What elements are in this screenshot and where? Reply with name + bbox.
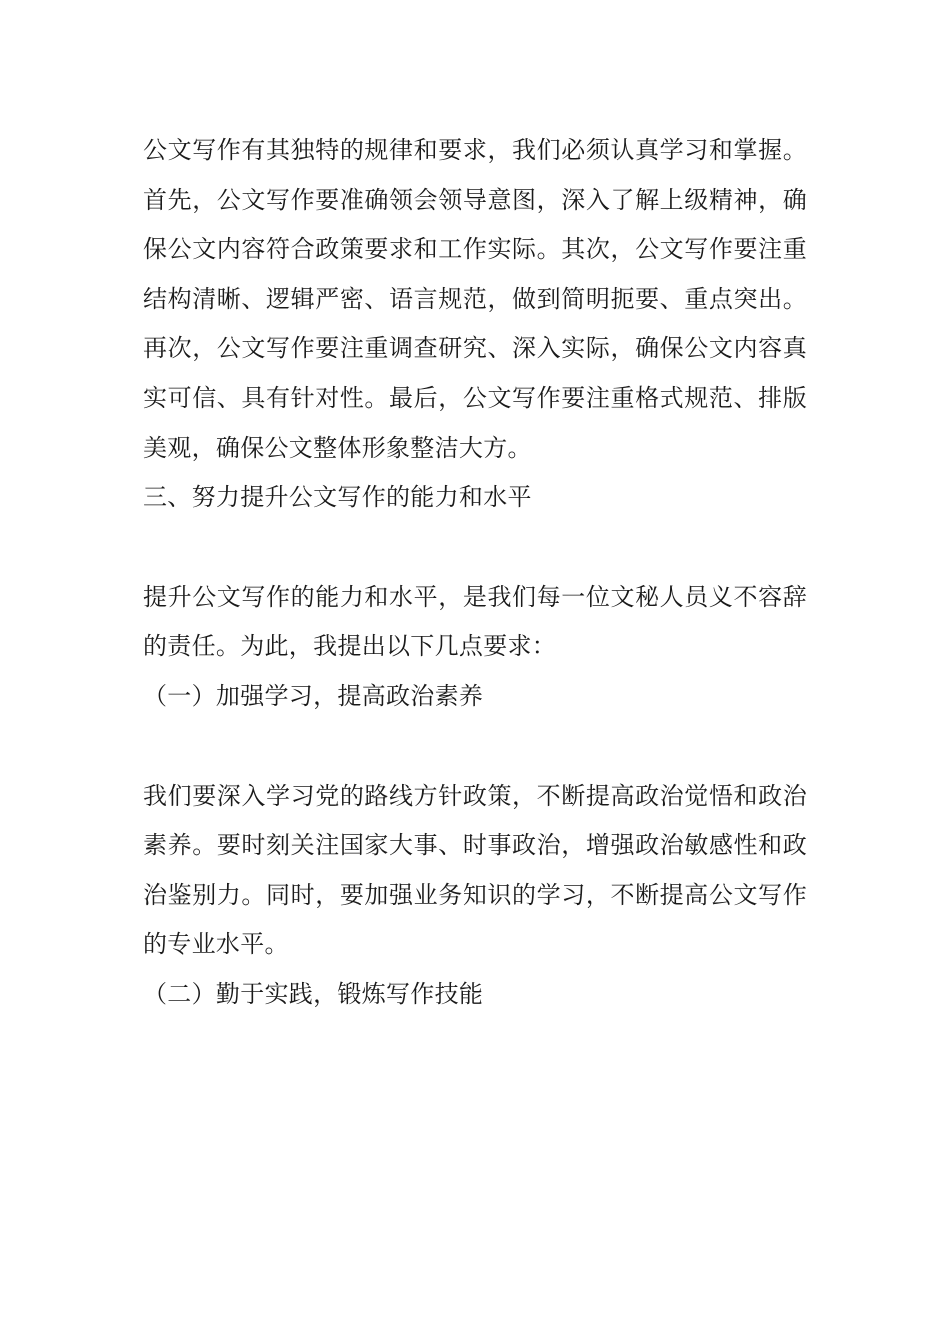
document-body (143, 126, 807, 1020)
paragraph-writing-rules: 公文写作有其独特的规律和要求，我们必须认真学习和掌握。首先，公文写作要准确领会领导意图，深入了解上级精神，确保公文内容符合政策要求和工作实际。其次，公文写作要注重结构清晰、逻辑严密、语言规范，做到简明扼要、重点突出。再次，公文写作要注重调查研究、深入实际，确保公文内容真实可信、具有针对性。最后，公文写作要注重格式规范、排版美观，确保公文整体形象整洁大方。 (143, 136, 807, 462)
subheading-one: （一）加强学习，提高政治素养 (143, 681, 484, 710)
paragraph-improve-ability: 提升公文写作的能力和水平，是我们每一位文秘人员义不容辞的责任。为此，我提出以下几点要求： (143, 582, 807, 661)
paragraph-political-study: 我们要深入学习党的路线方针政策，不断提高政治觉悟和政治素养。要时刻关注国家大事、时事政治，增强政治敏感性和政治鉴别力。同时，要加强业务知识的学习，不断提高公文写作的专业水平。 (143, 781, 807, 959)
section-heading-three: 三、努力提升公文写作的能力和水平 (143, 483, 532, 512)
subheading-two: （二）勤于实践，锻炼写作技能 (143, 979, 484, 1008)
